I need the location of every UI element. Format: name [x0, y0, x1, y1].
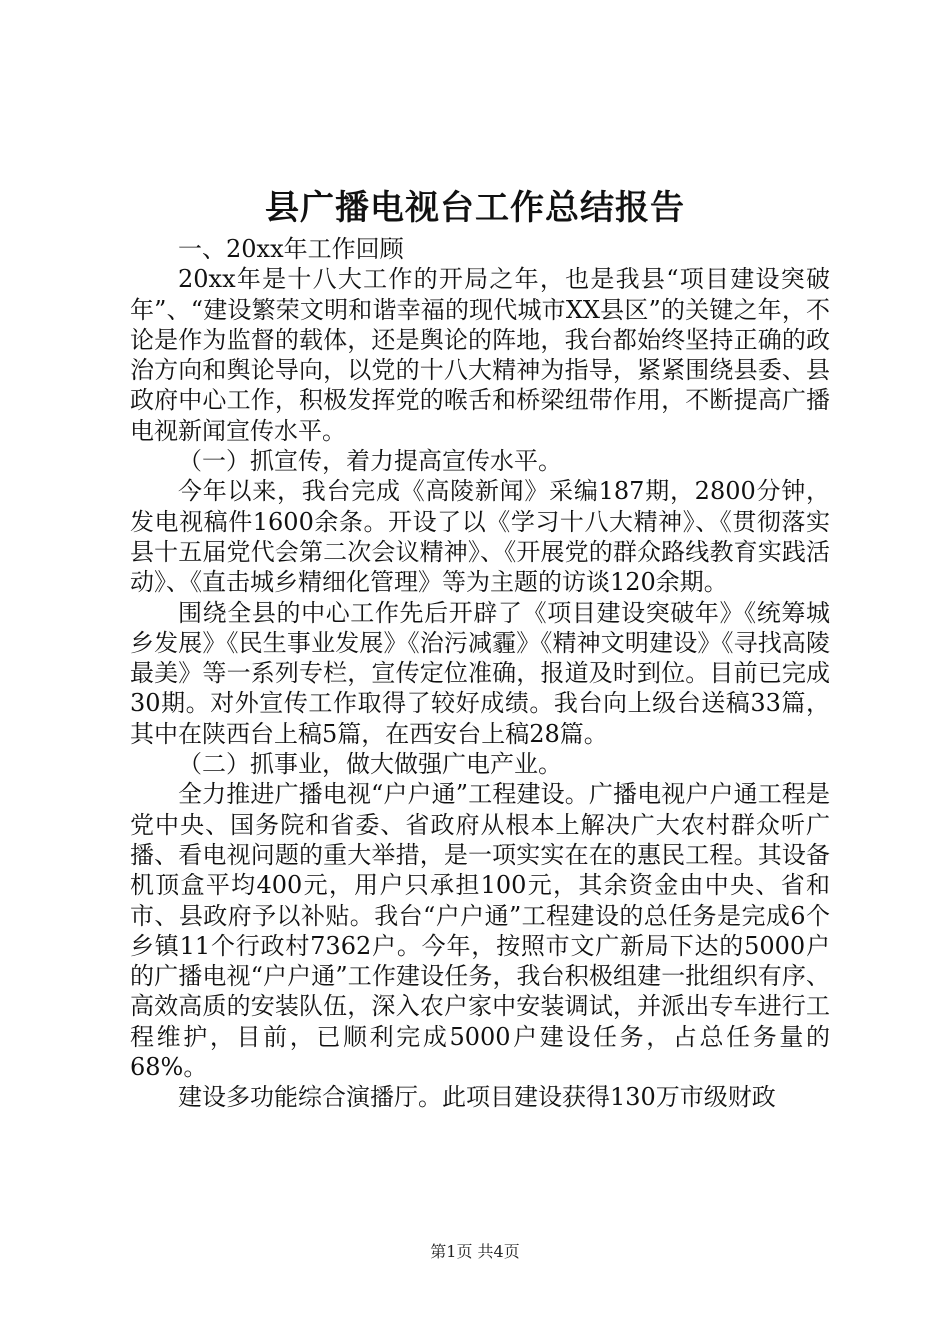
- paragraph-intro: 20xx年是十八大工作的开局之年，也是我县“项目建设突破年”、“建设繁荣文明和谐幸福的现代城市XX县区”的关键之年，不论是作为监督的载体，还是舆论的阵地，我台都始终坚持正确的政治方向和舆论导向，以党的十八大精神为指导，紧紧围绕县委、县政府中心工作，积极发挥党的喉舌和桥梁纽带作用，不断提高广播电视新闻宣传水平。: [130, 265, 830, 445]
- paragraph-publicity-programs: 今年以来，我台完成《高陵新闻》采编187期，2800分钟，发电视稿件1600余条。开设了以《学习十八大精神》、《贯彻落实县十五届党代会第二次会议精神》、《开展党的群众路线教育实践活动》、《直击城乡精细化管理》等为主题的访谈120余期。: [130, 477, 830, 597]
- section-heading-review: 一、20xx年工作回顾: [178, 235, 404, 263]
- page-number-footer: 第1页 共4页: [430, 1242, 520, 1261]
- paragraph-huhutong-project: 全力推进广播电视“户户通”工程建设。广播电视户户通工程是党中央、国务院和省委、省政府从根本上解决广大农村群众听广播、看电视问题的重大举措，是一项实实在在的惠民工程。其设备机顶盒平均400元，用户只承担100元，其余资金由中央、省和市、县政府予以补贴。我台“户户通”工程建设的总任务是完成6个乡镇11个行政村7362户。今年，按照市文广新局下达的5000户的广播电视“户户通”工作建设任务，我台积极组建一批组织有序、高效高质的安装队伍，深入农户家中安装调试，并派出专车进行工程维护，目前，已顺利完成5000户建设任务，占总任务量的68%。: [130, 780, 830, 1082]
- subsection-heading-publicity: （一）抓宣传，着力提高宣传水平。: [178, 447, 562, 476]
- document-title: 县广播电视台工作总结报告: [265, 188, 685, 228]
- subsection-heading-industry: （二）抓事业，做大做强广电产业。: [178, 750, 562, 779]
- paragraph-studio-construction: 建设多功能综合演播厅。此项目建设获得130万市级财政: [178, 1083, 776, 1112]
- paragraph-publicity-columns: 围绕全县的中心工作先后开辟了《项目建设突破年》《统筹城乡发展》《民生事业发展》《治污减霾》《精神文明建设》《寻找高陵最美》等一系列专栏，宣传定位准确，报道及时到位。目前已完成30期。对外宣传工作取得了较好成绩。我台向上级台送稿33篇，其中在陕西台上稿5篇，在西安台上稿28篇。: [130, 598, 830, 748]
- document-body: [130, 234, 830, 1113]
